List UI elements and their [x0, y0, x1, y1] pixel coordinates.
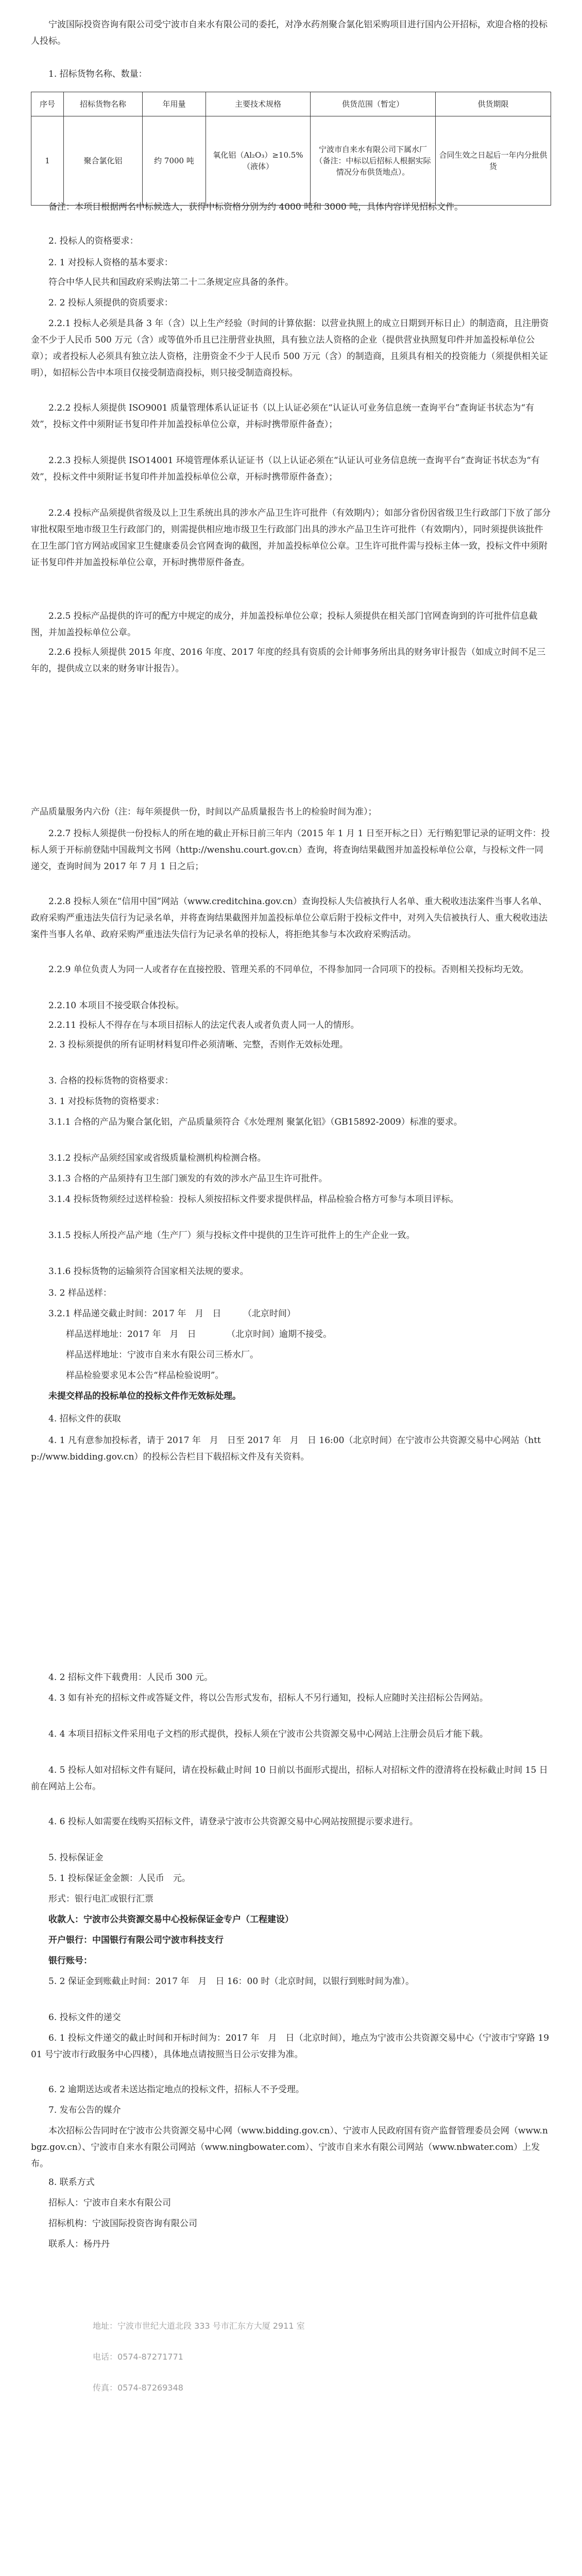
clause-3-1: 3. 1 对投标货物的资格要求：	[48, 1096, 164, 1107]
clause-4-5: 4. 5 投标人如对招标文件有疑问，请在投标截止时间 10 日前以书面形式提出，招标人对招标文件的澄清将在投标截止时间 15 日前在网站上公布。	[31, 1765, 548, 1792]
clause-4-1: 4. 1 凡有意参加投标者，请于 2017 年 月 日至 2017 年 月 日 16:00（北京时间）在宁波市公共资源交易中心网站（http://www.bidding.gov.cn）的投标公告栏目下载招标文件及有关资料。	[31, 1435, 541, 1462]
sample-warning: 未提交样品的投标单位的投标文件作无效标处理。	[48, 1391, 241, 1401]
clause-6-2: 6. 2 逾期送达或者未送达指定地点的投标文件，招标人不予受理。	[48, 2084, 304, 2095]
clause-2-2-5: 2.2.5 投标产品提供的许可的配方中规定的成分，并加盖投标单位公章；投标人须提供在相关部门官网查询到的许可批件信息截图，并加盖投标单位公章。	[31, 611, 538, 638]
section-8-title: 8. 联系方式	[48, 2177, 95, 2188]
section-1-title: 1. 招标货物名称、数量：	[48, 69, 147, 79]
clause-2-2-11: 2.2.11 投标人不得存在与本项目招标人的法定代表人或者负责人同一人的情形。	[48, 1020, 360, 1030]
clause-2-2-6: 2.2.6 投标人须提供 2015 年度、2016 年度、2017 年度的经具有资质的会计师事务所出具的财务审计报告（如成立时间不足三年的，提供成立以来的财务审计报告）。	[31, 647, 546, 674]
section-6-title: 6. 投标文件的递交	[48, 2012, 121, 2023]
clause-2-2-1: 2.2.1 投标人必须是具备 3 年（含）以上生产经验（时间的计算依据：以营业执照上的成立日期到开标日止）的制造商，且注册资金不少于人民币 500 万元（含）或等值外币且已注册营业执照，具有独立法人资格的企业（提供营业执照复印件并加盖投标单位公章）；或者投标人必须具有独立法人资格，注册资金不少于人民币 500 万元（含）的制造商，且须具有相关的投资能力（须提供相关证明），如招标公告中本项目仅接受制造商投标，则只接受制造商投标。	[31, 318, 549, 378]
table-cell: 1	[31, 116, 64, 206]
contact-person: 联系人：杨丹丹	[48, 2239, 110, 2249]
clause-4-4: 4. 4 本项目招标文件采用电子文档的形式提供，投标人须在宁波市公共资源交易中心网站上注册会员后才能下载。	[48, 1729, 488, 1739]
clause-5-account: 银行账号：	[48, 1956, 92, 1966]
clause-2-1: 2. 1 对投标人资格的基本要求：	[48, 258, 173, 268]
sample-address: 样品送样地址：宁波市自来水有限公司三桥水厂。	[66, 1350, 259, 1360]
section-5-title: 5. 投标保证金	[48, 1853, 104, 1863]
table-row	[31, 116, 551, 206]
footer-fax: 传真：0574-87269348	[93, 2383, 183, 2393]
table-cell: 聚合氯化铝	[64, 116, 143, 206]
clause-2-2-2: 2.2.2 投标人须提供 ISO9001 质量管理体系认证证书（以上认证必须在“认证认可业务信息统一查询平台”查询证书状态为“有效”，投标文件中须附证书复印件并加盖投标单位公章，并标时携带原件备查）；	[31, 403, 535, 430]
table-header-cell: 供货期限	[436, 92, 551, 116]
intro-paragraph: 宁波国际投资咨询有限公司受宁波市自来水有限公司的委托，对净水药剂聚合氯化铝采购项目进行国内公开招标，欢迎合格的投标人投标。	[31, 20, 547, 46]
clause-5-bank: 开户银行：中国银行有限公司宁波市科技支行	[48, 1935, 224, 1945]
clause-4-2: 4. 2 招标文件下载费用：人民币 300 元。	[48, 1672, 213, 1683]
clause-4-6: 4. 6 投标人如需要在线购买招标文件，请登录宁波市公共资源交易中心网站按照提示要求进行。	[48, 1817, 418, 1827]
table-header-cell: 供货范围（暂定）	[311, 92, 436, 116]
clause-3-1-5: 3.1.5 投标人所投产品产地（生产厂）须与投标文件中提供的卫生许可批件上的生产企业一致。	[48, 1230, 415, 1241]
contact-agency: 招标机构：宁波国际投资咨询有限公司	[48, 2218, 197, 2229]
goods-table	[31, 92, 551, 206]
clause-5-1: 5. 1 投标保证金金额：人民币 元。	[48, 1873, 191, 1884]
table-header-cell: 招标货物名称	[64, 92, 143, 116]
clause-2-2-4: 2.2.4 投标产品须提供省级及以上卫生系统出具的涉水产品卫生许可批件（有效期内）；如部分省份因省级卫生行政部门下放了部分审批权限至地市级卫生行政部门的，则需提供相应地市级卫生行政部门出具的涉水产品卫生许可批件（有效期内），同时须提供该批件在卫生部门官方网站或国家卫生健康委员会官网查询的截图，并加盖投标单位公章。卫生许可批件需与投标主体一致，投标文件中须附证书复印件并加盖投标单位公章，开标时携带原件备查。	[31, 508, 551, 568]
table-header-row	[31, 92, 551, 116]
clause-2-2-10: 2.2.10 本项目不接受联合体投标。	[48, 1001, 184, 1011]
table-note: 备注：本项目根据两名中标候选人，获得中标资格分别为约 4000 吨和 3000 吨，具体内容详见招标文件。	[48, 202, 464, 212]
clause-5-2: 5. 2 保证金到账截止时间：2017 年 月 日 16：00 时（北京时间，以银行到账时间为准）。	[48, 1976, 415, 1987]
sample-date: 样品送样地址：2017 年 月 日 （北京时间）逾期不接受。	[66, 1329, 332, 1340]
clause-4-3: 4. 3 如有补充的招标文件或答疑文件，将以公告形式发布，招标人不另行通知，投标人应随时关注招标公告网站。	[48, 1693, 488, 1703]
table-cell: 合同生效之日起后一年内分批供货	[436, 116, 551, 206]
clause-2-2-8: 2.2.8 投标人须在“信用中国”网站（www.creditchina.gov.cn）查询投标人失信被执行人名单、重大税收违法案件当事人名单、政府采购严重违法失信行为记录名单，并将查询结果截图并加盖投标单位公章后附于投标文件中，对列入失信被执行人、重大税收违法案件当事人名单、政府采购严重违法失信行为记录名单的投标人，将拒绝其参与本次政府采购活动。	[31, 896, 547, 940]
clause-3-1-6: 3.1.6 投标货物的运输须符合国家相关法规的要求。	[48, 1266, 249, 1277]
clause-2-2-9: 2.2.9 单位负责人为同一人或者存在直接控股、管理关系的不同单位，不得参加同一合同项下的投标。否则相关投标均无效。	[48, 964, 529, 975]
sample-requirement: 样品检验要求见本公告“样品检验说明”。	[66, 1370, 224, 1381]
clause-2-1-text: 符合中华人民共和国政府采购法第二十二条规定应具备的条件。	[48, 277, 294, 287]
section-2-title: 2. 投标人的资格要求：	[48, 236, 139, 246]
clause-7-text: 本次招标公告同时在宁波市公共资源交易中心网（www.bidding.gov.cn）、宁波市人民政府国有资产监督管理委员会网（www.nbgz.gov.cn）、宁波市自来水有限公司网站（www.ningbowater.com）、宁波市自来水有限公司网站（www.nbwater.com）上发布。	[31, 2126, 548, 2169]
clause-3-1-1: 3.1.1 合格的产品为聚合氯化铝，产品质量须符合《水处理剂 聚氯化铝》（GB15892-2009）标准的要求。	[48, 1117, 463, 1127]
clause-3-2: 3. 2 样品送样：	[48, 1288, 112, 1298]
table-header-cell: 年用量	[143, 92, 206, 116]
section-4-title: 4. 招标文件的获取	[48, 1414, 121, 1424]
section-3-title: 3. 合格的投标货物的资格要求：	[48, 1076, 174, 1086]
table-header-cell: 序号	[31, 92, 64, 116]
table-cell: 氧化铝（Al₂O₃）≥10.5%（液体）	[206, 116, 311, 206]
clause-3-1-4: 3.1.4 投标货物须经过送样检验：投标人须按招标文件要求提供样品，样品检验合格方可参与本项目评标。	[48, 1194, 459, 1205]
clause-3-1-2: 3.1.2 投标产品须经国家或省级质量检测机构检测合格。	[48, 1153, 266, 1163]
clause-6-1: 6. 1 投标文件递交的截止时间和开标时间为：2017 年 月 日（北京时间），地点为宁波市公共资源交易中心（宁波市宁穿路 1901 号宁波市行政服务中心四楼），具体地点请按照当日公示安排为准。	[31, 2033, 550, 2060]
contact-tenderer: 招标人：宁波市自来水有限公司	[48, 2198, 171, 2208]
clause-3-1-3: 3.1.3 合格的产品须持有卫生部门颁发的有效的涉水产品卫生许可批件。	[48, 1174, 328, 1184]
section-7-title: 7. 发布公告的媒介	[48, 2105, 121, 2115]
footer-address: 地址：宁波市世纪大道北段 333 号市汇东方大厦 2911 室	[93, 2321, 305, 2331]
clause-2-2: 2. 2 投标人须提供的资质要求：	[48, 298, 173, 308]
footer-phone: 电话：0574-87271771	[93, 2352, 183, 2362]
clause-5-form: 形式：银行电汇或银行汇票	[48, 1894, 153, 1904]
clause-2-2-6-cont: 产品质量服务内六份（注：每年须提供一份，时间以产品质量报告书上的检验时间为准）；	[31, 807, 377, 817]
clause-2-3: 2. 3 投标须提供的所有证明材料复印件必须清晰、完整，否则作无效标处理。	[48, 1040, 348, 1050]
clause-3-2-1: 3.2.1 样品递交截止时间：2017 年 月 日 （北京时间）	[48, 1309, 296, 1319]
table-header-cell: 主要技术规格	[206, 92, 311, 116]
table-cell: 宁波市自来水有限公司下属水厂（备注：中标以后招标人根据实际情况分布供货地点）。	[311, 116, 436, 206]
clause-5-payee: 收款人：宁波市公共资源交易中心投标保证金专户（工程建设）	[48, 1914, 294, 1925]
clause-2-2-7: 2.2.7 投标人须提供一份投标人的所在地的截止开标日前三年内（2015 年 1 月 1 日至开标之日）无行贿犯罪记录的证明文件：投标人须于开标前登陆中国裁判文书网（http://wenshu.court.gov.cn）查询，将查询结果截图并加盖投标单位公章，与投标文件一同递交，查询时间为 2017 年 7 月 1 日之后；	[31, 828, 550, 872]
clause-2-2-3: 2.2.3 投标人须提供 ISO14001 环境管理体系认证证书（以上认证必须在“认证认可业务信息统一查询平台”查询证书状态为“有效”，投标文件中须附证书复印件并加盖投标单位公章，开标时携带原件备查）；	[31, 455, 540, 482]
table-cell: 约 7000 吨	[143, 116, 206, 206]
